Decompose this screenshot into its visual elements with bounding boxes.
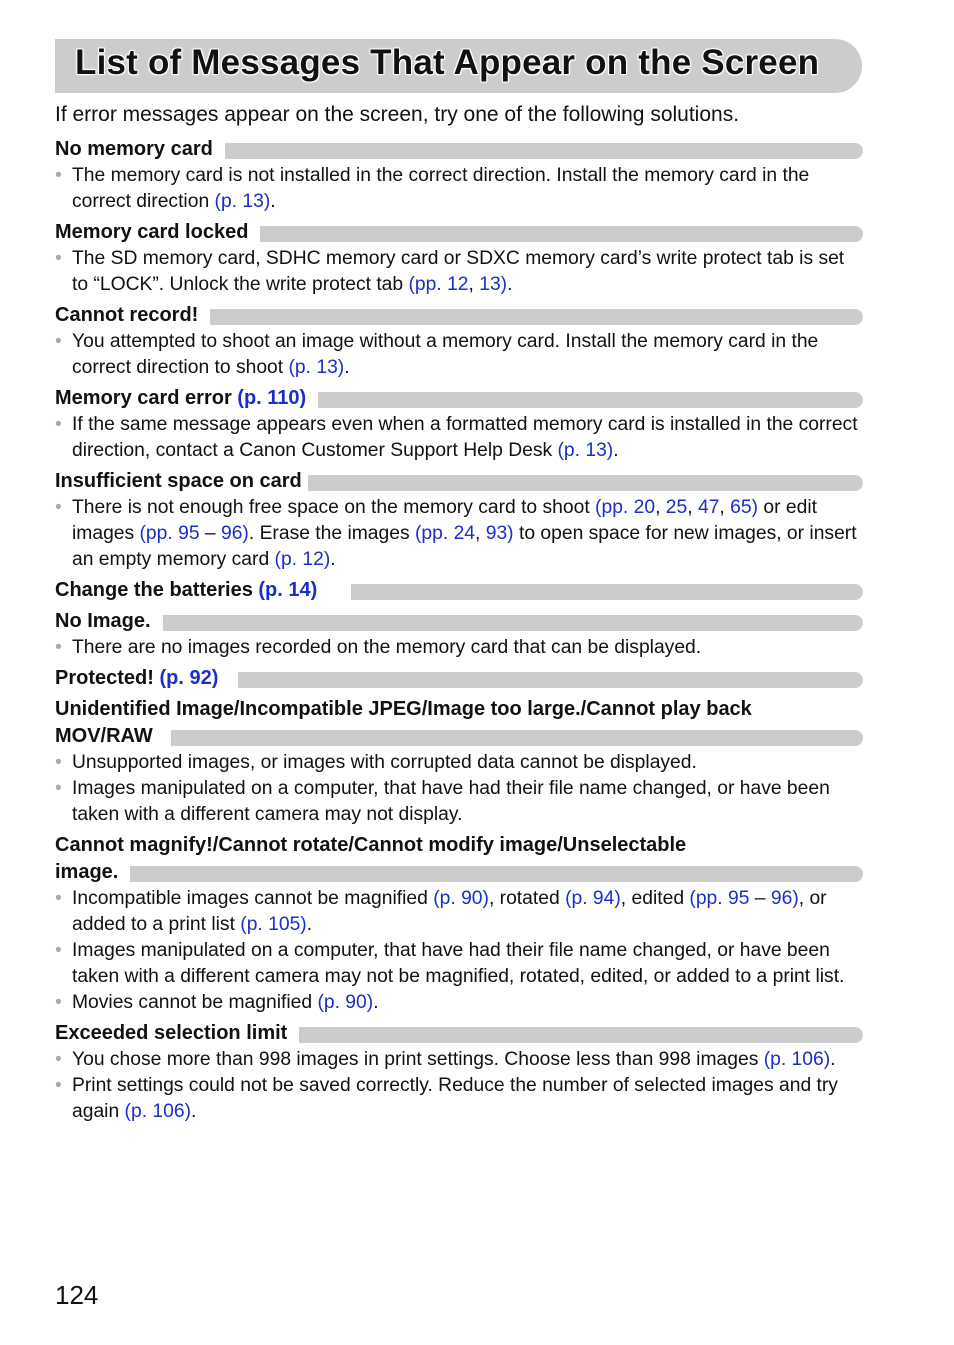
bullet-list bbox=[55, 412, 863, 464]
heading-text: Unidentified Image/Incompatible JPEG/Image too large./Cannot play back bbox=[55, 698, 752, 720]
page-ref-link[interactable]: (pp. 20 bbox=[595, 497, 656, 518]
bullet-icon: • bbox=[55, 778, 62, 799]
page-ref-link[interactable]: (p. 90) bbox=[317, 992, 374, 1013]
entry-cannot-magnify bbox=[55, 832, 863, 1016]
heading-text: Memory card locked bbox=[55, 221, 249, 243]
message-list bbox=[55, 136, 863, 1129]
entry-heading bbox=[55, 219, 863, 246]
heading-bar bbox=[225, 143, 863, 159]
bullet-icon: • bbox=[55, 888, 62, 909]
bullet-list bbox=[55, 1047, 863, 1125]
heading-text: image. bbox=[55, 861, 119, 883]
entry-heading bbox=[55, 1020, 863, 1047]
heading-bar bbox=[318, 392, 863, 408]
bullet-item: • Unsupported images, or images with corrupted data cannot be displayed. bbox=[55, 750, 863, 776]
bullet-item: • Images manipulated on a computer, that have had their file name changed, or have been taken with a different camera may not be magnified, rotated, edited, or added to a print list. bbox=[55, 940, 845, 987]
bullet-icon: • bbox=[55, 248, 62, 269]
page-ref-link[interactable]: (pp. 95 bbox=[689, 888, 750, 909]
heading-bar bbox=[130, 866, 863, 882]
bullet-item: • Movies cannot be magnified (p. 90). bbox=[55, 990, 863, 1016]
entry-no-image bbox=[55, 608, 863, 661]
entry-protected bbox=[55, 665, 863, 692]
entry-memory-card-error bbox=[55, 385, 863, 464]
heading-text: Memory card error bbox=[55, 387, 238, 409]
entry-change-batteries bbox=[55, 577, 863, 604]
heading-text: Cannot magnify!/Cannot rotate/Cannot modify image/Unselectable bbox=[55, 834, 687, 856]
entry-heading bbox=[55, 468, 863, 495]
heading-text: No memory card bbox=[55, 138, 213, 160]
heading-bar bbox=[260, 226, 863, 242]
heading-bar bbox=[238, 672, 863, 688]
page-ref-link[interactable]: (p. 13) bbox=[214, 191, 271, 212]
page-ref-link[interactable]: (p. 12) bbox=[274, 549, 331, 570]
heading-bar bbox=[210, 309, 863, 325]
heading-text: Cannot record! bbox=[55, 304, 199, 326]
page-ref-link[interactable]: (pp. 95 bbox=[139, 523, 200, 544]
page-ref-link[interactable]: (p. 90) bbox=[433, 888, 489, 909]
heading-text: MOV/RAW bbox=[55, 725, 153, 747]
bullet-list bbox=[55, 246, 863, 298]
page-ref-link[interactable]: (p. 92) bbox=[159, 667, 219, 689]
heading-text: No Image. bbox=[55, 610, 151, 632]
page-ref-link[interactable]: 13) bbox=[479, 274, 508, 295]
page-ref-link[interactable]: (p. 106) bbox=[124, 1101, 191, 1122]
bullet-item: • You chose more than 998 images in print settings. Choose less than 998 images (p. 106). bbox=[55, 1047, 863, 1073]
page-ref-link[interactable]: 47 bbox=[697, 497, 720, 518]
entry-heading bbox=[55, 608, 863, 635]
page-ref-link[interactable]: (pp. 12 bbox=[408, 274, 469, 295]
bullet-item: • The SD memory card, SDHC memory card or SDXC memory card’s write protect tab is set to “LOCK”. Unlock the write protect tab (pp. 12, 13). bbox=[55, 248, 845, 295]
page-ref-link[interactable]: 93) bbox=[485, 523, 514, 544]
bullet-icon: • bbox=[55, 165, 62, 186]
intro-text: If error messages appear on the screen, try one of the following solutions. bbox=[55, 103, 740, 126]
bullet-item: • If the same message appears even when a formatted memory card is installed in the correct direction, contact a Canon Customer Support Help Desk (p. 13). bbox=[55, 414, 858, 461]
entry-heading bbox=[55, 385, 863, 412]
heading-text: Change the batteries bbox=[55, 579, 259, 601]
bullet-list bbox=[55, 886, 863, 1016]
heading-text: Insufficient space on card bbox=[55, 470, 302, 492]
heading-text: Protected! bbox=[55, 667, 160, 689]
bullet-icon: • bbox=[55, 637, 62, 658]
heading-bar bbox=[163, 615, 863, 631]
bullet-list bbox=[55, 329, 863, 381]
entry-exceeded-selection-limit bbox=[55, 1020, 863, 1125]
bullet-item: • You attempted to shoot an image without a memory card. Install the memory card in the correct direction to shoot (p. 13). bbox=[55, 331, 819, 378]
page-number: 124 bbox=[55, 1280, 99, 1310]
bullet-icon: • bbox=[55, 992, 62, 1013]
bullet-item: • The memory card is not installed in the correct direction. Install the memory card in the correct direction (p. 13). bbox=[55, 165, 810, 212]
entry-no-memory-card bbox=[55, 136, 863, 215]
heading-bar bbox=[171, 730, 863, 746]
title-bar bbox=[55, 39, 862, 93]
bullet-icon: • bbox=[55, 1075, 62, 1096]
page-title: List of Messages That Appear on the Screen bbox=[75, 43, 820, 82]
page-ref-link[interactable]: (p. 94) bbox=[565, 888, 621, 909]
page-ref-link[interactable]: (p. 13) bbox=[288, 357, 345, 378]
heading-bar bbox=[299, 1027, 863, 1043]
bullet-item: • Incompatible images cannot be magnified (p. 90), rotated (p. 94), edited (pp. 95 – 96), or added to a print list (p. 105). bbox=[55, 888, 827, 935]
bullet-item: • Print settings could not be saved correctly. Reduce the number of selected images and try again (p. 106). bbox=[55, 1075, 838, 1122]
entry-insufficient-space bbox=[55, 468, 863, 573]
page-ref-link[interactable]: (p. 105) bbox=[240, 914, 307, 935]
bullet-icon: • bbox=[55, 752, 62, 773]
page-ref-link[interactable]: 96) bbox=[220, 523, 249, 544]
bullet-list bbox=[55, 750, 863, 828]
bullet-item: • There are no images recorded on the memory card that can be displayed. bbox=[55, 635, 863, 661]
page-ref-link[interactable]: (pp. 24 bbox=[414, 523, 476, 544]
bullet-icon: • bbox=[55, 331, 62, 352]
entry-heading bbox=[55, 136, 863, 163]
page-ref-link[interactable]: (p. 110) bbox=[237, 387, 307, 409]
bullet-item: • There is not enough free space on the memory card to shoot (pp. 20, 25, 47, 65) or edit images (pp. 95 – 96). Erase the images (pp. 24, 93) to open space for new images, or insert an empty memory card (p. 12). bbox=[55, 497, 857, 570]
bullet-icon: • bbox=[55, 1049, 62, 1070]
page-ref-link[interactable]: (p. 106) bbox=[763, 1049, 831, 1070]
entry-heading bbox=[55, 723, 863, 750]
entry-memory-card-locked bbox=[55, 219, 863, 298]
bullet-list bbox=[55, 163, 863, 215]
page-ref-link[interactable]: (p. 13) bbox=[557, 440, 614, 461]
entry-cannot-record bbox=[55, 302, 863, 381]
entry-unidentified-image bbox=[55, 696, 863, 828]
heading-bar bbox=[351, 584, 863, 600]
bullet-icon: • bbox=[55, 940, 62, 961]
bullet-list bbox=[55, 635, 863, 661]
heading-bar bbox=[308, 475, 863, 491]
entry-heading bbox=[55, 859, 863, 886]
entry-heading bbox=[55, 577, 863, 604]
bullet-list bbox=[55, 495, 863, 573]
bullet-icon: • bbox=[55, 497, 62, 518]
heading-text: Exceeded selection limit bbox=[55, 1022, 288, 1044]
page-ref-link[interactable]: 96) bbox=[770, 888, 799, 909]
page-ref-link[interactable]: 25 bbox=[665, 497, 688, 518]
page-ref-link[interactable]: (p. 14) bbox=[258, 579, 318, 601]
entry-heading bbox=[55, 302, 863, 329]
page-ref-link[interactable]: 65) bbox=[730, 497, 759, 518]
bullet-item: • Images manipulated on a computer, that have had their file name changed, or have been taken with a different camera may not display. bbox=[55, 778, 830, 825]
bullet-icon: • bbox=[55, 414, 62, 435]
entry-heading bbox=[55, 665, 863, 692]
